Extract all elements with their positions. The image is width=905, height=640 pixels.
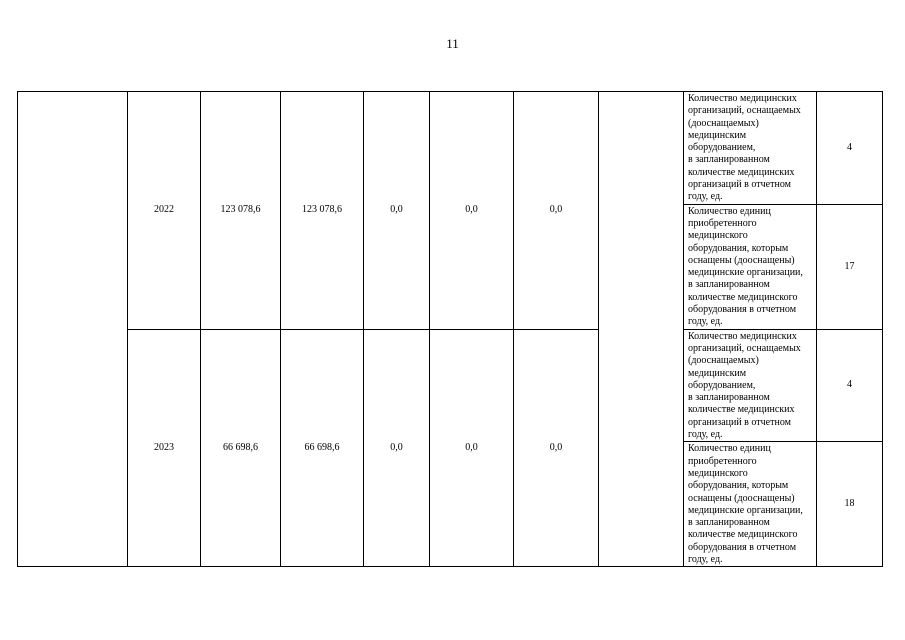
text-line: оборудования в отчетном [688,541,797,553]
indicator-description [684,329,817,442]
local-amount-cell: 0,0 [430,329,514,567]
empty-merged-cell [18,92,128,567]
text-line: медицинские организации, [688,504,803,516]
text-line: оборудования, которым [688,480,789,492]
total-amount-cell: 66 698,6 [201,329,281,567]
text-line: медицинского [688,467,748,479]
text-line: году, ед. [688,553,723,565]
text-line: приобретенного [688,217,757,229]
text-line: приобретенного [688,455,757,467]
indicator-value: 17 [817,204,883,329]
text-line: (дооснащаемых) [688,355,759,367]
indicator-value: 4 [817,92,883,205]
local-amount-cell: 0,0 [430,92,514,330]
total-amount-cell: 123 078,6 [201,92,281,330]
text-line: оборудования в отчетном [688,304,797,316]
text-line: количестве медицинских [688,404,795,416]
text-line: медицинские организации, [688,267,803,279]
text-line: Количество единиц [688,443,771,455]
indicator-description [684,442,817,567]
year-cell: 2022 [128,92,201,330]
text-line: организаций, оснащаемых [688,342,801,354]
indicator-description [684,92,817,205]
text-line: количестве медицинского [688,291,798,303]
text-line: медицинского [688,230,748,242]
text-line: организаций в отчетном [688,416,791,428]
text-line: году, ед. [688,429,723,441]
text-line: организаций, оснащаемых [688,105,801,117]
text-line: Количество медицинских [688,330,797,342]
indicator-description [684,204,817,329]
text-line: году, ед. [688,316,723,328]
federal-amount-cell: 123 078,6 [281,92,364,330]
table-row [18,92,883,205]
table-row [18,329,883,442]
indicator-value: 4 [817,329,883,442]
empty-merged-cell [599,92,684,567]
text-line: организаций в отчетном [688,179,791,191]
text-line: медицинским [688,129,747,141]
page-number: 11 [446,36,459,51]
text-line: Количество единиц [688,205,771,217]
other-amount-cell: 0,0 [514,329,599,567]
program-funding-table [17,91,883,567]
other-amount-cell: 0,0 [514,92,599,330]
text-line: году, ед. [688,191,723,203]
year-cell: 2023 [128,329,201,567]
indicator-value: 18 [817,442,883,567]
text-line: оборудованием, [688,379,756,391]
text-line: Количество медицинских [688,93,797,104]
regional-amount-cell: 0,0 [364,329,430,567]
regional-amount-cell: 0,0 [364,92,430,330]
text-line: в запланированном [688,279,770,291]
text-line: в запланированном [688,154,770,166]
text-line: оснащены (дооснащены) [688,492,795,504]
text-line: медицинским [688,367,747,379]
federal-amount-cell: 66 698,6 [281,329,364,567]
text-line: оборудования, которым [688,242,789,254]
text-line: оснащены (дооснащены) [688,254,795,266]
text-line: в запланированном [688,517,770,529]
text-line: в запланированном [688,392,770,404]
text-line: количестве медицинского [688,529,798,541]
text-line: количестве медицинских [688,166,795,178]
text-line: оборудованием, [688,142,756,154]
text-line: (дооснащаемых) [688,117,759,129]
